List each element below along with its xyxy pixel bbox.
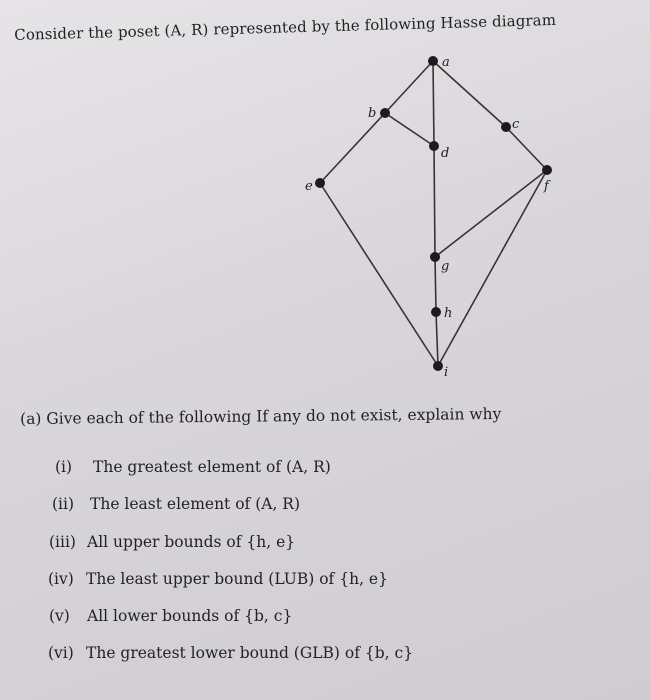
label-f: f	[544, 179, 549, 194]
vertex-h	[431, 307, 441, 317]
edge-b-e	[320, 113, 385, 183]
question-item	[52, 495, 300, 513]
vertex-g	[430, 252, 440, 262]
vertex-b	[380, 108, 390, 118]
question-item	[48, 644, 413, 662]
question-item	[48, 570, 388, 588]
hasse-edges	[320, 61, 547, 366]
vertex-e	[315, 178, 325, 188]
question-item	[49, 607, 292, 625]
vertex-f	[542, 165, 552, 175]
edge-f-i	[438, 170, 547, 366]
item-text: The least upper bound (LUB) of {h, e}	[86, 570, 388, 588]
label-d: d	[441, 146, 450, 161]
edge-a-c	[433, 61, 506, 127]
item-number: (iii)	[49, 533, 76, 551]
label-b: b	[368, 106, 377, 121]
question-item	[55, 458, 331, 476]
vertex-d	[429, 141, 439, 151]
edge-a-d	[433, 61, 434, 146]
edge-d-g	[434, 146, 435, 257]
item-number: (ii)	[52, 495, 75, 513]
edge-b-d	[385, 113, 434, 146]
edge-h-i	[436, 312, 438, 366]
item-number: (vi)	[48, 644, 74, 662]
edge-e-i	[320, 183, 438, 366]
vertex-i	[433, 361, 443, 371]
part-a-heading: (a) Give each of the following If any do not exist, explain why	[20, 404, 502, 428]
question-item	[49, 533, 295, 551]
label-a: a	[442, 55, 450, 70]
vertex-c	[501, 122, 511, 132]
item-number: (iv)	[48, 570, 74, 588]
item-text: The greatest element of (A, R)	[93, 458, 331, 476]
edge-g-h	[435, 257, 436, 312]
vertex-a	[428, 56, 438, 66]
item-text: All upper bounds of {h, e}	[87, 533, 296, 551]
label-i: i	[444, 365, 449, 380]
item-text: The least element of (A, R)	[90, 495, 301, 513]
edge-f-g	[435, 170, 547, 257]
label-e: e	[305, 179, 313, 194]
item-text: The greatest lower bound (GLB) of {b, c}	[86, 644, 414, 662]
label-c: c	[512, 117, 520, 132]
edge-a-b	[385, 61, 433, 113]
problem-intro: Consider the poset (A, R) represented by the following Hasse diagram	[14, 10, 557, 44]
edge-c-f	[506, 127, 547, 170]
label-g: g	[441, 259, 450, 274]
label-h: h	[444, 306, 453, 321]
item-number: (i)	[55, 458, 73, 476]
item-text: All lower bounds of {b, c}	[87, 607, 293, 625]
item-number: (v)	[49, 607, 70, 625]
